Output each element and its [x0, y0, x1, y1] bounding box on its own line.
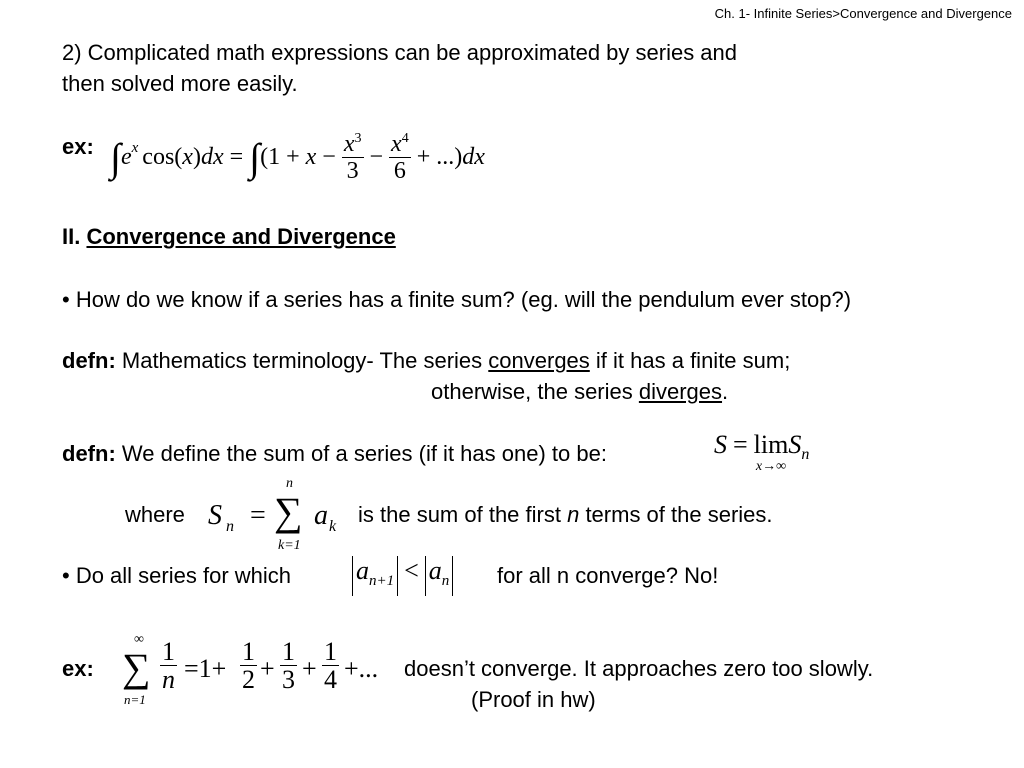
frac2-pow: 4: [401, 131, 409, 147]
ex2-text-1: doesn’t converge. It approaches zero too slowly.: [404, 656, 874, 681]
frac2-base: x: [391, 131, 402, 158]
hs-frac-1-over-3: $\frac{1}{3}$: [282, 637, 295, 695]
question2-text-b: for all n converge? No!: [497, 563, 719, 588]
converges-term: converges: [488, 348, 590, 373]
partial-a: a: [314, 500, 328, 531]
hs-top: ∞: [134, 632, 144, 647]
frac2-den: 6: [389, 157, 411, 184]
ex1-label: ex:: [62, 134, 94, 159]
integral-sign-1: ∫: [110, 135, 121, 181]
equals-1: =: [229, 144, 244, 170]
ex2-label: ex:: [62, 656, 94, 681]
partial-n: n: [226, 518, 234, 535]
defn-sum: [62, 441, 607, 467]
partial-S: S: [208, 500, 222, 531]
where-explanation: [358, 502, 773, 528]
ineq-sub1: n+1: [369, 573, 395, 590]
hs-eq: =1+: [184, 654, 227, 683]
lim-operator: [754, 430, 789, 474]
question2-text-a: • Do all series for which: [62, 563, 292, 588]
ratio-inequality: [352, 556, 453, 596]
ex2-text-2: (Proof in hw): [471, 687, 596, 712]
where-label: where: [125, 502, 185, 527]
section-roman: II.: [62, 224, 81, 249]
limit-eq: =: [733, 430, 748, 459]
limit-Sn: S: [788, 430, 802, 459]
defn1-text-a: Mathematics terminology- The series: [115, 348, 489, 373]
hs-frac-1-over-n: $\frac{1}{n}$: [162, 637, 175, 695]
lhs-dx: dx: [200, 144, 224, 170]
cos-close: ): [192, 144, 201, 170]
fraction-x4-over-6: [389, 132, 411, 185]
question-pendulum: • How do we know if a series has a finite sum? (eg. will the pendulum ever stop?): [62, 287, 852, 312]
hs-plus-1: +: [260, 654, 275, 683]
hs-tail: +...: [344, 654, 379, 683]
diverges-term: diverges: [638, 379, 723, 404]
ineq-lt: <: [404, 556, 419, 585]
rhs-x: x: [305, 144, 317, 170]
ineq-a1: a: [356, 556, 369, 585]
rhs-dx: dx: [462, 144, 485, 170]
defn-converges: [62, 348, 790, 374]
limit-n: n: [801, 446, 810, 464]
defn1-label: defn:: [62, 348, 116, 373]
lim-word: lim: [753, 430, 789, 459]
frac1-den: 3: [342, 157, 364, 184]
where-text-a: is the sum of the first: [358, 502, 568, 527]
defn1-text-b: if it has a finite sum;: [589, 348, 791, 373]
limit-S: S: [714, 430, 727, 459]
abs-a-n-plus-1: [352, 556, 398, 596]
hs-sigma: ∑: [122, 645, 151, 690]
e-symbol: e: [120, 144, 132, 170]
rhs-minus-2: −: [363, 144, 390, 170]
section-heading: [62, 224, 396, 250]
partial-eq: =: [250, 500, 266, 531]
ineq-a2: a: [428, 556, 442, 585]
integral-sign-2: ∫: [249, 135, 261, 181]
defn2-text: We define the sum of a series (if it has one) to be:: [115, 441, 607, 466]
defn1-line2-a: otherwise, the series: [431, 379, 639, 404]
hs-frac-1-over-2: $\frac{1}{2}$: [242, 637, 255, 695]
section-title: Convergence and Divergence: [86, 224, 396, 249]
intro-line-2: then solved more easily.: [62, 71, 298, 96]
breadcrumb: Ch. 1- Infinite Series>Convergence and Divergence: [714, 6, 1012, 21]
cos-arg: x: [182, 144, 193, 170]
ex1-equation: [110, 108, 485, 188]
rhs-open: (1 +: [260, 144, 306, 170]
defn2-label: defn:: [62, 441, 116, 466]
hs-frac-1-over-4: $\frac{1}{4}$: [324, 637, 337, 695]
ineq-sub2: n: [441, 573, 450, 590]
cos-text: cos(: [142, 144, 183, 170]
lim-subscript: x→∞: [755, 459, 787, 474]
harmonic-series-formula: [122, 632, 392, 708]
hs-plus-2: +: [302, 654, 317, 683]
defn-diverges: [431, 379, 728, 405]
hs-bottom: n=1: [124, 692, 146, 707]
sigma-symbol: ∑: [274, 489, 303, 534]
where-text-b: terms of the series.: [579, 502, 773, 527]
rhs-tail: + ...): [410, 144, 463, 170]
fraction-x3-over-3: [342, 132, 364, 185]
e-exponent: x: [131, 140, 139, 156]
sigma-bottom: k=1: [278, 538, 301, 553]
abs-a-n: [425, 556, 454, 596]
frac1-base: x: [343, 131, 355, 158]
partial-k: k: [329, 518, 337, 535]
limit-formula: [714, 430, 809, 474]
where-n: n: [567, 502, 580, 527]
sigma-top: n: [286, 476, 293, 491]
defn1-line2-b: .: [722, 379, 729, 404]
rhs-minus-1: −: [316, 144, 342, 170]
frac1-pow: 3: [354, 131, 362, 147]
intro-line-1: 2) Complicated math expressions can be approximated by series and: [62, 40, 738, 65]
